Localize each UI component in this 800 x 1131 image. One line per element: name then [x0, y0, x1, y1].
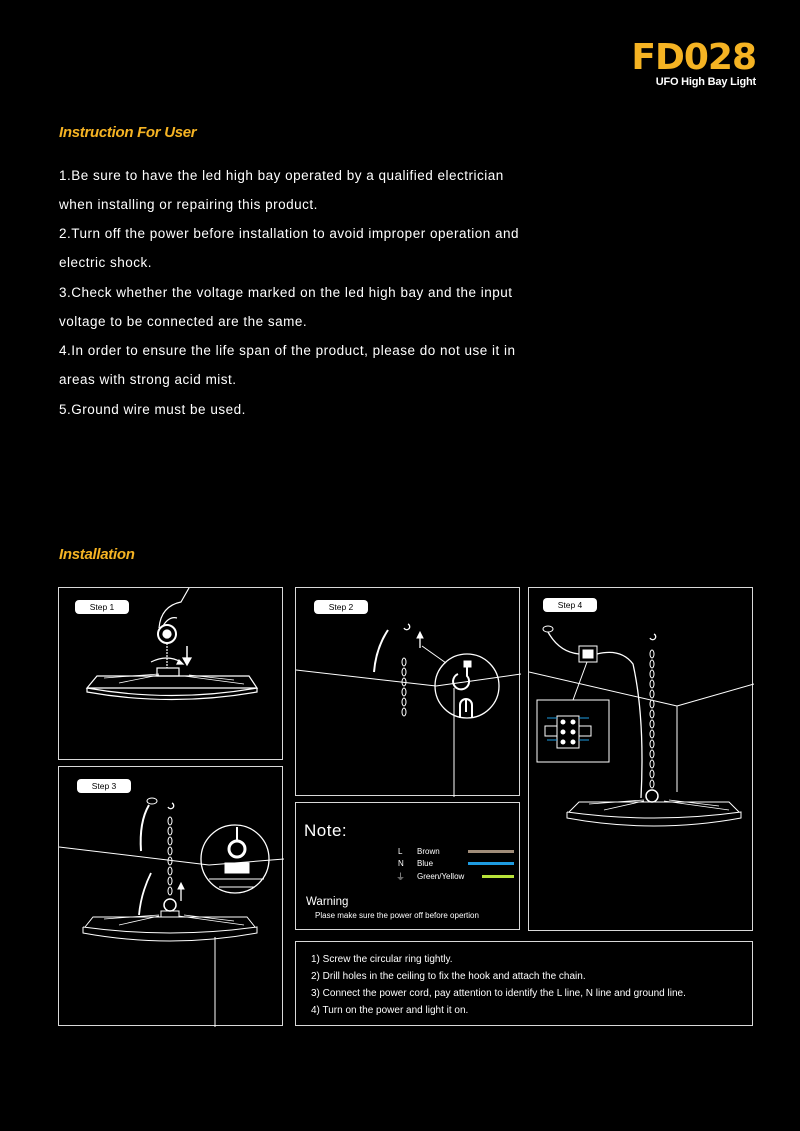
warning-title: Warning [306, 896, 349, 908]
step-3-illustration [59, 767, 284, 1027]
instruction-line-3: 2.Turn off the power before installation to avoid improper operation and [59, 226, 520, 241]
step-4-label: Step 4 [543, 598, 597, 612]
blue-wire-swatch [468, 862, 514, 865]
ground-icon: ⏚ [396, 872, 406, 882]
model-subtitle: UFO High Bay Light [655, 76, 756, 88]
step-2-panel [295, 587, 520, 796]
instruction-line-4: electric shock. [59, 255, 153, 270]
note-panel [295, 802, 520, 930]
green-yellow-wire-swatch [482, 875, 514, 878]
instruction-line-2: when installing or repairing this product. [59, 197, 318, 212]
wire-name-brown: Brown [417, 847, 440, 856]
instruction-line-1: 1.Be sure to have the led high bay operated by a qualified electrician [59, 168, 504, 183]
note-title: Note: [304, 821, 348, 840]
step-1-label: Step 1 [75, 600, 129, 614]
step-4-illustration [529, 588, 754, 932]
wire-code-n: N [398, 859, 404, 868]
instruction-line-7: 4.In order to ensure the life span of the product, please do not use it in [59, 343, 516, 358]
wire-code-l: L [398, 847, 403, 856]
installation-step-4: 4) Turn on the power and light it on. [311, 1005, 469, 1016]
step-2-label: Step 2 [314, 600, 368, 614]
brown-wire-swatch [468, 850, 514, 853]
instruction-section-title: Instruction For User [59, 124, 197, 141]
step-3-label: Step 3 [77, 779, 131, 793]
installation-step-2: 2) Drill holes in the ceiling to fix the hook and attach the chain. [311, 971, 586, 982]
installation-step-1: 1) Screw the circular ring tightly. [311, 954, 453, 965]
step-4-panel [528, 587, 753, 931]
model-title: FD028 [631, 37, 756, 78]
installation-section-title: Installation [59, 546, 135, 563]
warning-text: Plase make sure the power off before opertion [315, 911, 479, 920]
instruction-line-9: 5.Ground wire must be used. [59, 402, 246, 417]
instruction-line-8: areas with strong acid mist. [59, 372, 237, 387]
wire-name-green-yellow: Green/Yellow [417, 872, 465, 881]
step-3-panel [58, 766, 283, 1026]
step-2-illustration [296, 588, 521, 797]
step-1-panel [58, 587, 283, 760]
wire-name-blue: Blue [417, 859, 434, 868]
instruction-line-5: 3.Check whether the voltage marked on the led high bay and the input [59, 285, 513, 300]
installation-steps-panel [295, 941, 753, 1026]
instruction-line-6: voltage to be connected are the same. [59, 314, 308, 329]
installation-step-3: 3) Connect the power cord, pay attention to identify the L line, N line and ground line. [311, 988, 686, 999]
